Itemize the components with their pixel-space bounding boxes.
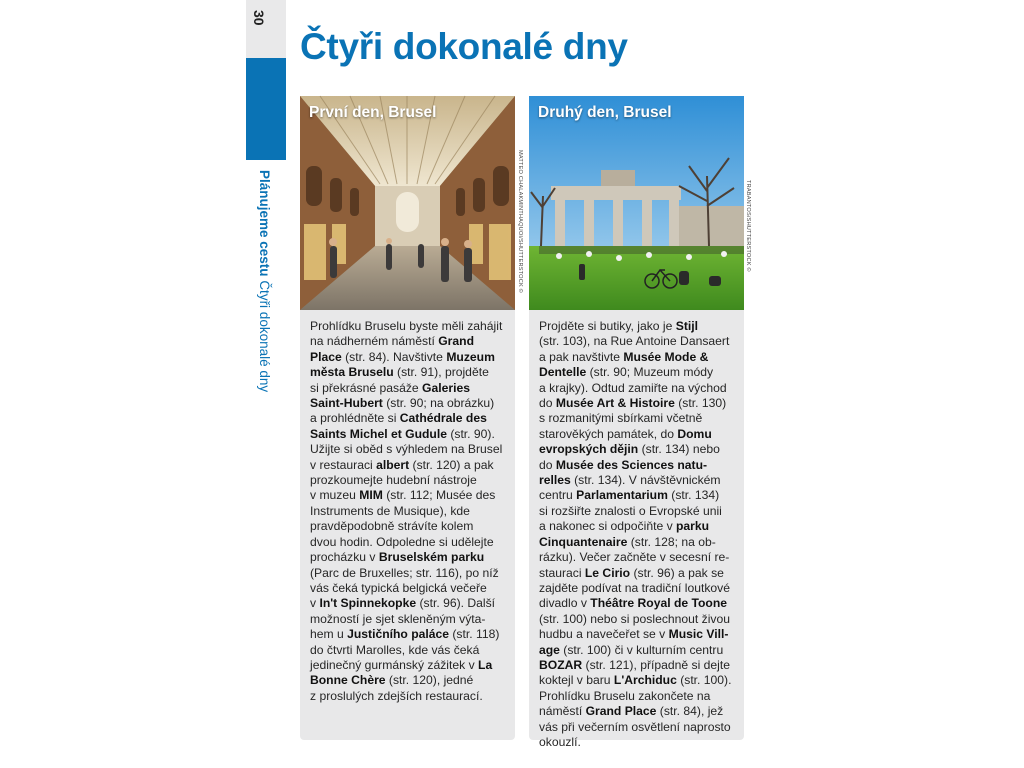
- text-segment: prozkoumejte hudební nástroje: [310, 473, 477, 488]
- text-segment: (str. 90).: [446, 426, 495, 441]
- text-line: [310, 365, 505, 380]
- text-segment: (Parc de Bruxelles; str. 116), po níž: [310, 565, 499, 580]
- highlighted-place-name: Stijl: [675, 319, 699, 333]
- text-line: [539, 535, 734, 550]
- text-segment: si překrásné pasáže: [310, 380, 423, 395]
- text-line: [310, 673, 505, 688]
- highlighted-place-name: Saints Michel et Gudule: [310, 426, 447, 441]
- text-segment: (str. 112; Musée des: [382, 488, 496, 503]
- text-line: [310, 473, 505, 488]
- text-line: [539, 350, 734, 365]
- text-segment: a pak navštivte: [539, 349, 624, 364]
- text-segment: (str. 91), projděte: [393, 365, 489, 380]
- text-line: [539, 627, 734, 642]
- text-line: [310, 458, 505, 473]
- text-segment: možností je sjet skleněným výta-: [310, 611, 486, 626]
- text-segment: náměstí: [539, 704, 586, 719]
- text-line: [539, 427, 734, 442]
- text-line: [539, 643, 734, 658]
- text-line: [539, 735, 734, 750]
- text-segment: hem u: [310, 627, 348, 642]
- text-segment: (str. 121), případně si dejte: [582, 657, 730, 672]
- arcade-illustration: [300, 96, 515, 310]
- text-segment: (str. 120), jedné: [385, 673, 474, 688]
- shopping-arcade-photo: [300, 96, 515, 310]
- text-line: [310, 535, 505, 550]
- text-segment: Prohlídku Bruselu zakončete na: [539, 688, 711, 703]
- text-segment: (str. 90; na obrázku): [382, 396, 495, 411]
- text-line: [310, 488, 505, 503]
- text-segment: v restauraci: [310, 457, 377, 472]
- highlighted-place-name: Musée Mode &: [623, 349, 709, 364]
- highlighted-place-name: age: [539, 642, 560, 657]
- text-segment: a krajky). Odtud zamiřte na východ: [539, 380, 727, 395]
- text-segment: (str. 134) nebo: [638, 442, 720, 457]
- text-line: [310, 689, 505, 704]
- text-segment: z proslulých zdejších restaurací.: [310, 688, 483, 703]
- highlighted-place-name: Place: [310, 349, 342, 364]
- text-segment: v: [310, 596, 320, 611]
- text-segment: koktejl v baru: [539, 673, 614, 688]
- text-segment: Prohlídku Bruselu byste měli zahájit: [310, 319, 503, 333]
- text-segment: (str. 134): [667, 488, 720, 503]
- text-segment: rázku). Večer začněte v secesní re-: [539, 550, 730, 565]
- text-line: [310, 334, 505, 349]
- highlighted-place-name: parku: [676, 519, 710, 534]
- text-line: [310, 504, 505, 519]
- text-segment: (str. 96) a pak se: [630, 565, 724, 580]
- section-label: Plánujeme cestu: [257, 170, 272, 277]
- text-line: [310, 550, 505, 565]
- section-color-tab: [246, 58, 286, 160]
- day-title: Druhý den, Brusel: [538, 104, 672, 121]
- day-description: [529, 310, 744, 750]
- text-segment: (str. 130): [674, 396, 727, 411]
- text-line: [539, 581, 734, 596]
- text-line: [539, 612, 734, 627]
- highlighted-place-name: Dentelle: [539, 365, 587, 380]
- highlighted-place-name: Cathédrale des: [399, 411, 487, 426]
- text-line: [539, 334, 734, 349]
- section-running-head: [257, 170, 272, 392]
- text-segment: (str. 100) nebo si poslechnout živou: [539, 611, 730, 626]
- highlighted-place-name: evropských dějin: [539, 442, 639, 457]
- text-segment: centru: [539, 488, 577, 503]
- text-segment: si rozšiřte znalosti o Evropské unii: [539, 503, 722, 518]
- highlighted-place-name: Justičního paláce: [347, 627, 450, 642]
- text-segment: divadlo v: [539, 596, 591, 611]
- text-segment: (str. 128; na ob-: [627, 534, 716, 549]
- text-segment: do: [539, 457, 556, 472]
- text-line: [539, 504, 734, 519]
- highlighted-place-name: relles: [539, 473, 571, 488]
- text-line: [310, 643, 505, 658]
- text-line: [539, 596, 734, 611]
- text-segment: Projděte si butiky, jako je: [539, 319, 676, 333]
- text-segment: jedinečný gurmánský zážitek v: [310, 657, 479, 672]
- text-line: [539, 689, 734, 704]
- text-line: [539, 442, 734, 457]
- text-segment: a nakonec si odpočiňte v: [539, 519, 677, 534]
- park-illustration: [529, 96, 744, 310]
- highlighted-place-name: Musée des Sciences natu-: [555, 457, 708, 472]
- text-line: [539, 458, 734, 473]
- text-line: [539, 411, 734, 426]
- highlighted-place-name: Saint-Hubert: [310, 396, 383, 411]
- highlighted-place-name: L'Archiduc: [613, 673, 677, 688]
- highlighted-place-name: Domu: [677, 426, 712, 441]
- cinquantenaire-park-photo: [529, 96, 744, 310]
- day-card-second: [529, 96, 744, 749]
- text-line: [310, 566, 505, 581]
- text-segment: (str. 96). Další: [416, 596, 496, 611]
- text-segment: (str. 100) či v kulturním centru: [559, 642, 724, 657]
- text-line: [310, 658, 505, 673]
- photo-credit: TRABANTOS/SHUTTERSTOCK ©: [745, 180, 751, 272]
- text-line: [310, 627, 505, 642]
- highlighted-place-name: Musée Art & Histoire: [555, 396, 675, 411]
- text-segment: (str. 118): [449, 627, 500, 642]
- text-line: [539, 381, 734, 396]
- text-segment: (str. 90; Muzeum módy: [586, 365, 714, 380]
- text-segment: na nádherném náměstí: [310, 334, 439, 349]
- text-segment: do: [539, 396, 556, 411]
- highlighted-place-name: MIM: [359, 488, 383, 503]
- page-title: Čtyři dokonalé dny: [300, 26, 628, 67]
- text-line: [539, 488, 734, 503]
- text-segment: (str. 84), jež: [656, 704, 724, 719]
- text-line: [539, 566, 734, 581]
- highlighted-place-name: Théâtre Royal de Toone: [590, 596, 728, 611]
- text-line: [310, 319, 505, 334]
- highlighted-place-name: In't Spinnekopke: [319, 596, 417, 611]
- highlighted-place-name: BOZAR: [539, 657, 583, 672]
- text-segment: hudbu a navečeřet se v: [539, 627, 669, 642]
- text-segment: Užijte si oběd s výhledem na Brusel: [310, 442, 503, 457]
- text-line: [310, 381, 505, 396]
- text-segment: zajděte podívat na tradiční loutkové: [539, 580, 731, 595]
- highlighted-place-name: Galeries: [422, 380, 470, 395]
- text-segment: (str. 134). V návštěvnickém: [570, 473, 721, 488]
- text-line: [310, 581, 505, 596]
- highlighted-place-name: Music Vill-: [668, 627, 729, 642]
- text-line: [539, 365, 734, 380]
- text-line: [539, 396, 734, 411]
- highlighted-place-name: Bonne Chère: [310, 673, 386, 688]
- text-segment: pravděpodobně strávíte kolem: [310, 519, 474, 534]
- highlighted-place-name: Le Cirio: [584, 565, 631, 580]
- text-segment: vás při večerním osvětlení naprosto: [539, 719, 731, 734]
- text-segment: procházku v: [310, 550, 379, 565]
- highlighted-place-name: Parlamentarium: [576, 488, 668, 503]
- text-segment: vás čeká typická belgická večeře: [310, 580, 487, 595]
- text-line: [539, 550, 734, 565]
- text-line: [539, 704, 734, 719]
- text-line: [539, 673, 734, 688]
- text-line: [310, 612, 505, 627]
- text-segment: (str. 120) a pak: [409, 457, 494, 472]
- text-line: [310, 596, 505, 611]
- highlighted-place-name: města Bruselu: [310, 365, 394, 380]
- text-line: [539, 319, 734, 334]
- text-line: [310, 396, 505, 411]
- highlighted-place-name: Muzeum: [446, 349, 495, 364]
- text-segment: do čtvrti Marolles, kde vás čeká: [310, 642, 480, 657]
- page-number: 30: [251, 10, 267, 26]
- text-line: [310, 519, 505, 534]
- day-title: První den, Brusel: [309, 104, 437, 121]
- highlighted-place-name: Grand Place: [585, 704, 657, 719]
- text-segment: (str. 100).: [676, 673, 732, 688]
- text-line: [310, 442, 505, 457]
- text-line: [539, 519, 734, 534]
- text-line: [310, 427, 505, 442]
- highlighted-place-name: albert: [376, 457, 410, 472]
- text-line: [539, 473, 734, 488]
- page-number-box: [246, 0, 286, 58]
- text-segment: (str. 103), na Rue Antoine Dansaert: [539, 334, 730, 349]
- highlighted-place-name: Bruselském parku: [378, 550, 485, 565]
- text-segment: dvou hodin. Odpoledne si udělejte: [310, 534, 494, 549]
- text-segment: v muzeu: [310, 488, 360, 503]
- chapter-label: Čtyři dokonalé dny: [257, 280, 272, 393]
- highlighted-place-name: La: [478, 657, 493, 672]
- day-card-first: [300, 96, 515, 740]
- text-segment: starověkých památek, do: [539, 426, 678, 441]
- day-description: [300, 310, 515, 704]
- text-segment: (str. 84). Navštivte: [341, 349, 447, 364]
- text-line: [310, 411, 505, 426]
- text-segment: a prohlédněte si: [310, 411, 400, 426]
- text-segment: okouzlí.: [539, 734, 581, 749]
- highlighted-place-name: Grand: [438, 334, 474, 349]
- text-segment: Instruments de Musique), kde: [310, 503, 470, 518]
- text-line: [539, 720, 734, 735]
- text-line: [539, 658, 734, 673]
- highlighted-place-name: Cinquantenaire: [539, 534, 628, 549]
- text-segment: s rozmanitými sbírkami včetně: [539, 411, 703, 426]
- text-line: [310, 350, 505, 365]
- text-segment: stauraci: [539, 565, 585, 580]
- photo-credit: MATTEO CHALAKMINTHAQUOI/SHUTTERSTOCK ©: [517, 150, 523, 293]
